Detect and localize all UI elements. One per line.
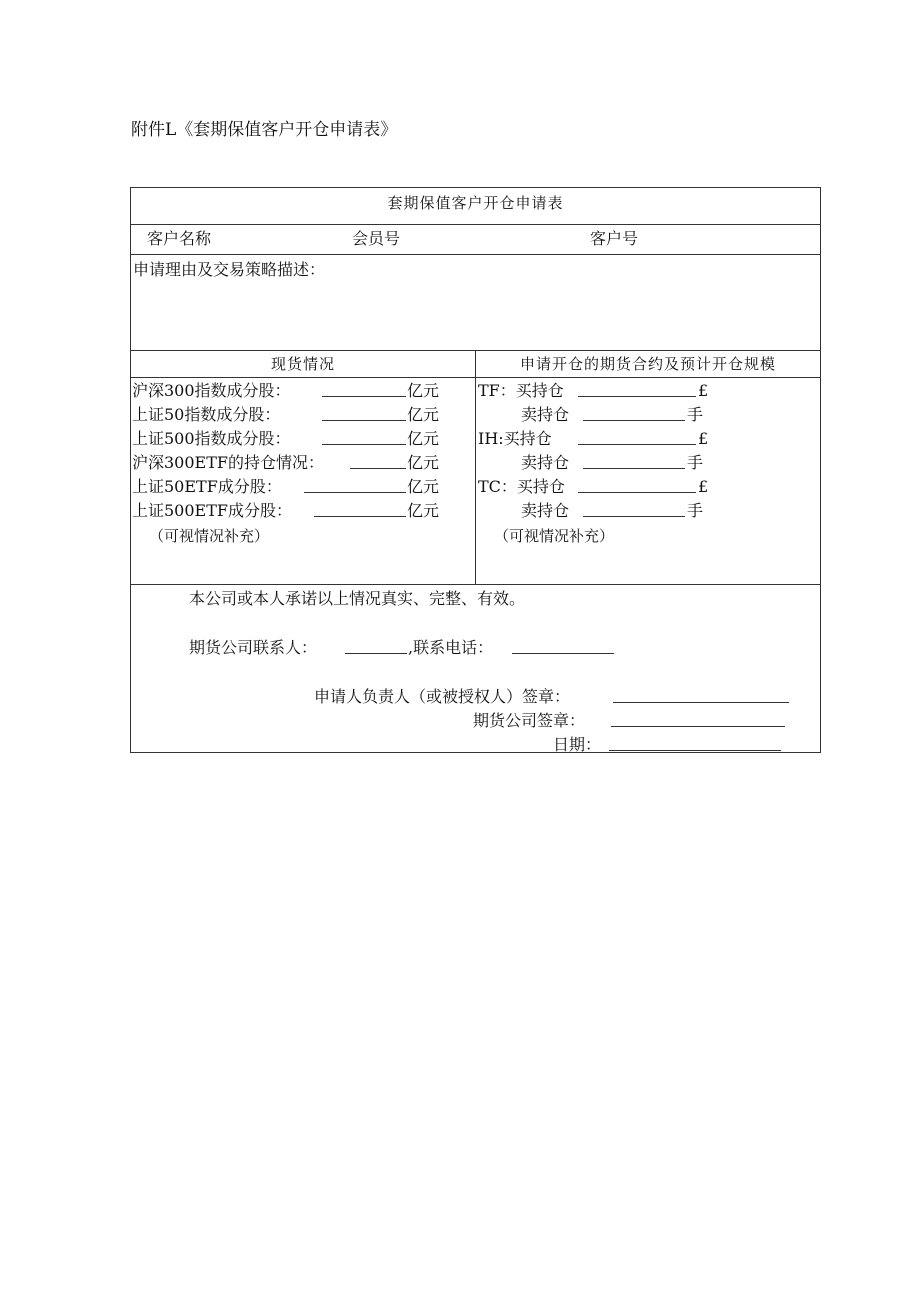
unit-label: 手 (687, 501, 704, 520)
amount-blank[interactable] (322, 405, 406, 421)
futures-row-label: 卖持仓 (521, 501, 570, 520)
futures-row-label: TC：买持仓 (478, 477, 565, 496)
divider (131, 254, 820, 255)
futures-row-label: 卖持仓 (521, 405, 570, 424)
spot-row-label: 上证50指数成分股： (132, 405, 281, 424)
date-blank[interactable] (609, 735, 781, 751)
spot-row-label: 上证50ETF成分股： (132, 477, 282, 496)
member-no-label: 会员号 (352, 229, 401, 248)
quantity-blank[interactable] (583, 405, 685, 421)
spot-row-label: 沪深300ETF的持仓情况： (132, 453, 324, 472)
commitment-text: 本公司或本人承诺以上情况真实、完整、有效。 (189, 589, 526, 608)
quantity-blank[interactable] (578, 429, 696, 445)
application-form (130, 187, 821, 753)
futures-header: 申请开仓的期货合约及预计开仓规模 (519, 355, 776, 373)
divider (131, 224, 820, 225)
unit-label: 亿元 (407, 453, 440, 472)
unit-label: £ (698, 381, 709, 400)
company-sign-label: 期货公司签章： (473, 711, 586, 730)
column-divider (475, 350, 476, 584)
unit-label: £ (698, 477, 709, 496)
spot-header: 现货情况 (270, 355, 335, 373)
unit-label: 亿元 (407, 501, 440, 520)
amount-blank[interactable] (304, 477, 406, 493)
phone-label: ,联系电话： (408, 638, 494, 657)
unit-label: 手 (687, 405, 704, 424)
unit-label: 亿元 (407, 477, 440, 496)
quantity-blank[interactable] (583, 501, 685, 517)
contact-blank[interactable] (345, 638, 407, 654)
customer-name-label: 客户名称 (147, 229, 212, 248)
spot-row-label: 上证500指数成分股： (132, 429, 291, 448)
amount-blank[interactable] (322, 429, 406, 445)
company-signature-blank[interactable] (611, 711, 785, 727)
unit-label: 亿元 (407, 405, 440, 424)
quantity-blank[interactable] (578, 477, 696, 493)
customer-no-label: 客户号 (590, 229, 639, 248)
quantity-blank[interactable] (578, 381, 696, 397)
amount-blank[interactable] (350, 453, 406, 469)
spot-note: （可视情况补充） (149, 527, 270, 545)
date-label: 日期： (553, 735, 602, 754)
divider (131, 584, 820, 585)
futures-row-label: 卖持仓 (521, 453, 570, 472)
spot-row-label: 上证500ETF成分股： (132, 501, 292, 520)
futures-row-label: TF：买持仓 (478, 381, 564, 400)
spot-row-label: 沪深300指数成分股： (132, 381, 291, 400)
unit-label: 亿元 (407, 381, 440, 400)
contact-label: 期货公司联系人： (189, 638, 318, 657)
applicant-sign-label: 申请人负责人（或被授权人）签章： (314, 687, 571, 706)
amount-blank[interactable] (322, 381, 406, 397)
attachment-title: 附件L《套期保值客户开仓申请表》 (131, 120, 398, 140)
unit-label: 亿元 (407, 429, 440, 448)
amount-blank[interactable] (314, 501, 406, 517)
quantity-blank[interactable] (583, 453, 685, 469)
form-title: 套期保值客户开仓申请表 (387, 194, 564, 212)
applicant-signature-blank[interactable] (613, 687, 789, 703)
phone-blank[interactable] (512, 638, 614, 654)
unit-label: £ (698, 429, 709, 448)
reason-label: 申请理由及交易策略描述： (133, 260, 326, 279)
unit-label: 手 (687, 453, 704, 472)
futures-note: （可视情况补充） (494, 527, 615, 545)
futures-row-label: IH:买持仓 (478, 429, 552, 448)
